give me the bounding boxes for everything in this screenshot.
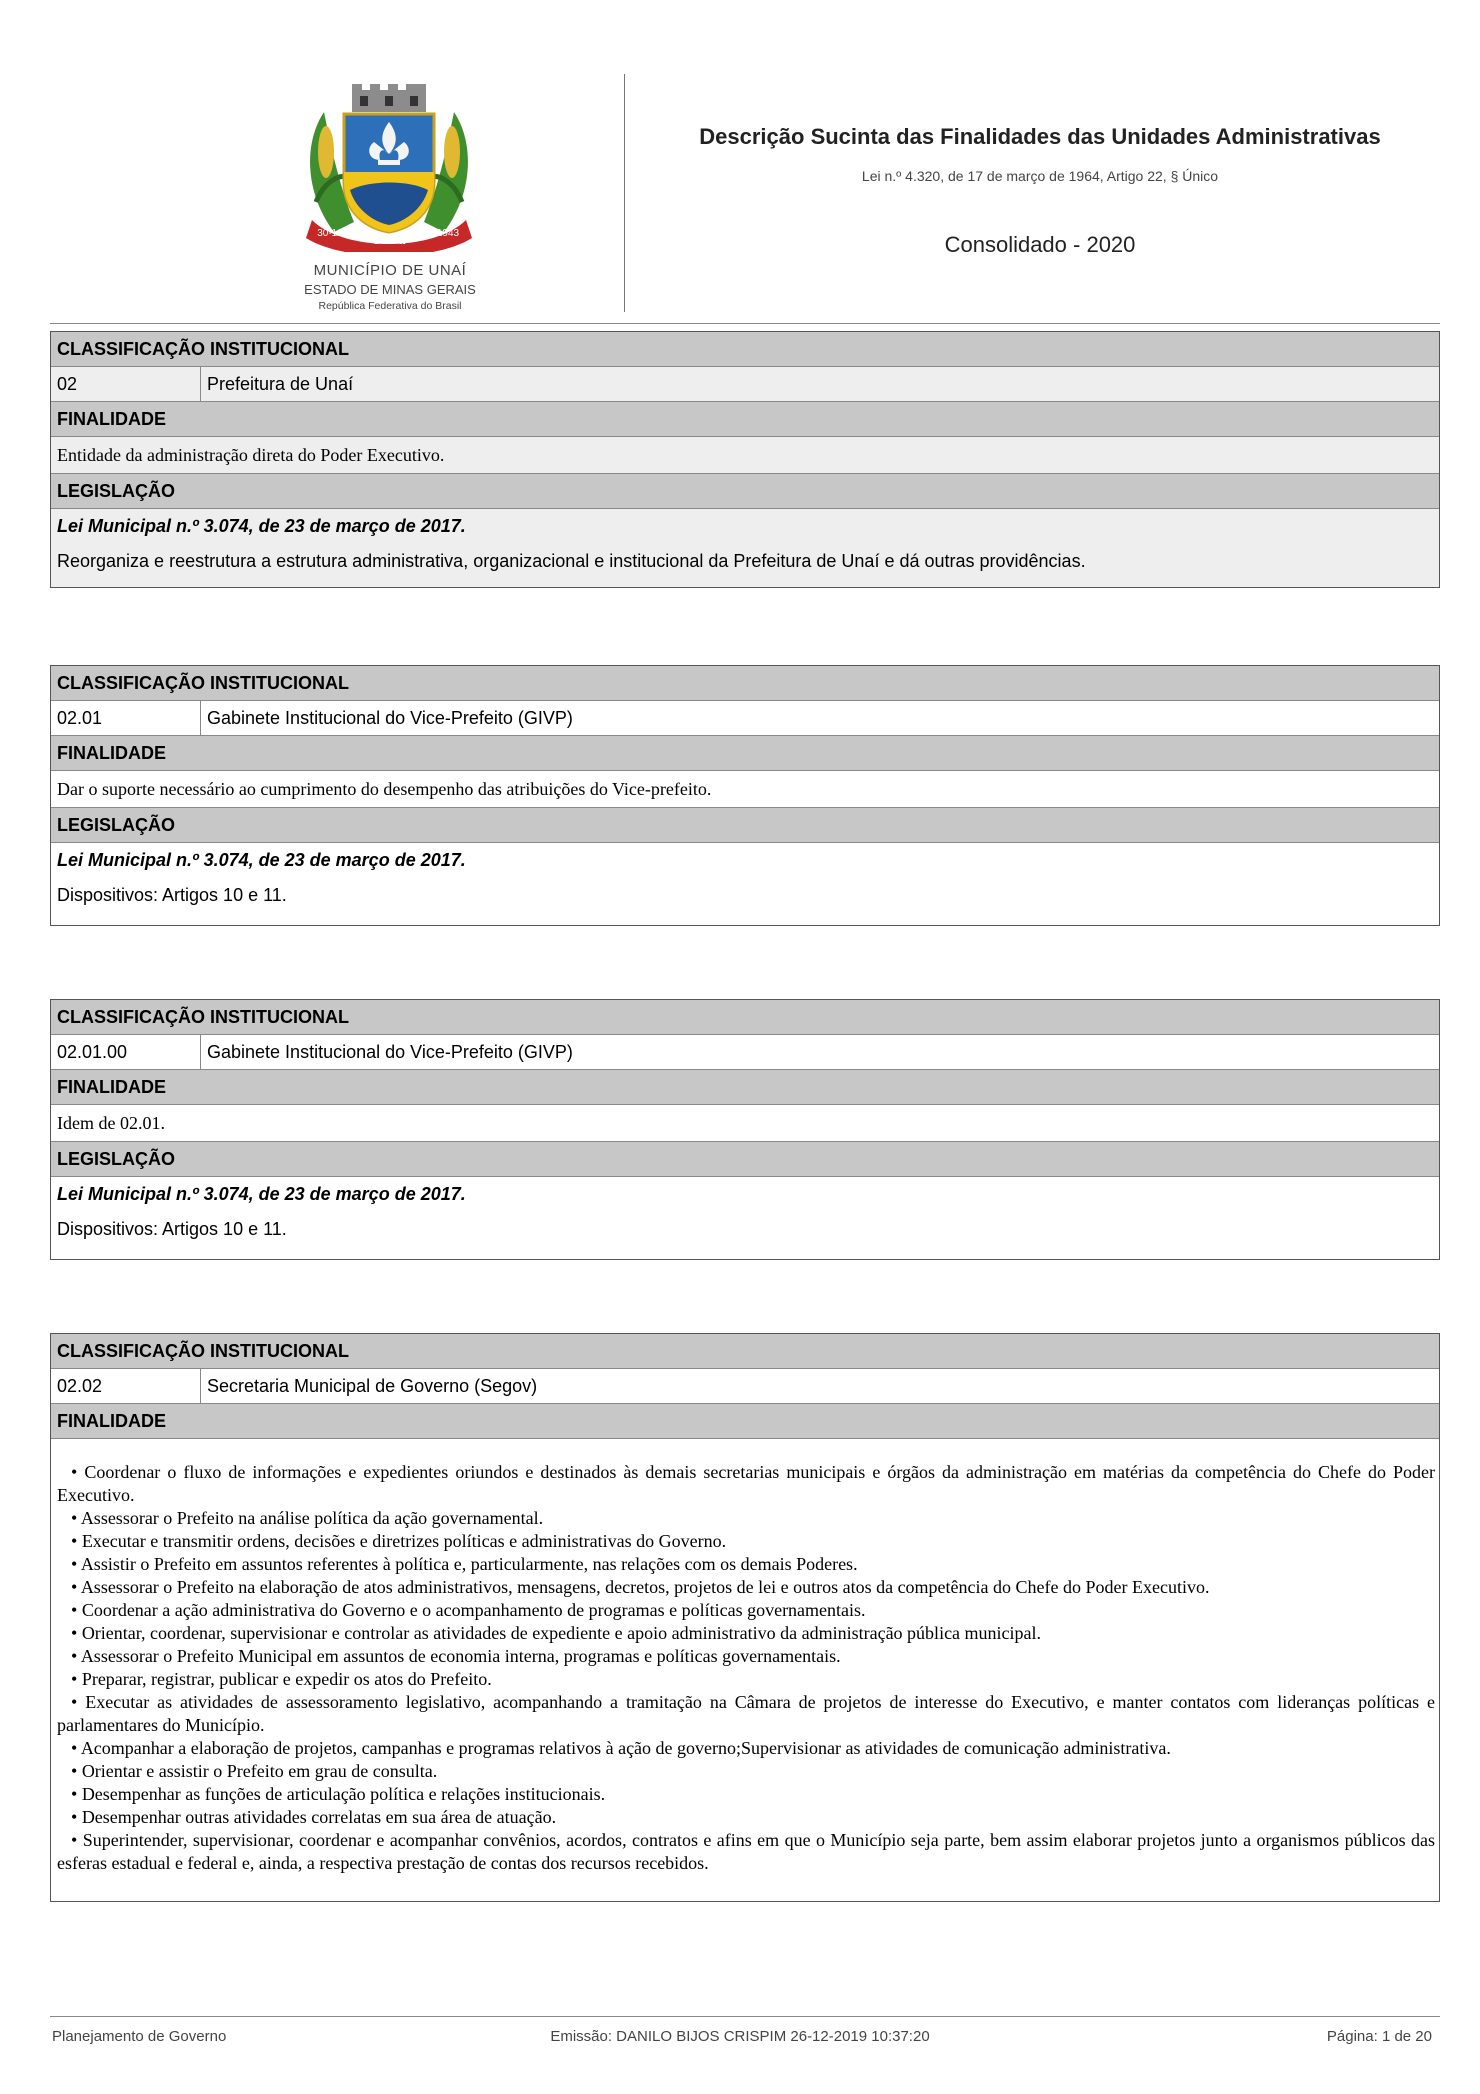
list-item: • Coordenar a ação administrativa do Governo e o acompanhamento de programas e políticas governamentais. — [57, 1599, 1435, 1622]
finalidade-header: FINALIDADE — [51, 736, 1439, 771]
header-rule — [50, 323, 1440, 324]
municipal-logo — [230, 82, 550, 312]
finalidade-header: FINALIDADE — [51, 402, 1439, 437]
list-item: • Assistir o Prefeito em assuntos referentes à política e, particularmente, nas relações com os demais Poderes. — [57, 1553, 1435, 1576]
list-item: • Orientar e assistir o Prefeito em grau de consulta. — [57, 1760, 1435, 1783]
unit-block-02-01 — [50, 665, 1440, 926]
legislacao-body — [51, 1177, 1439, 1259]
unit-code: 02.02 — [51, 1369, 201, 1403]
republica-name: República Federativa do Brasil — [318, 300, 462, 312]
list-item: • Superintender, supervisionar, coordenar e acompanhar convênios, acordos, contratos e afins em que o Município seja parte, bem assim elaborar projetos junto a organismos públicos das esferas estadual e federal e, ainda, a respectiva prestação de contas dos recursos recebidos. — [57, 1829, 1435, 1875]
unit-code: 02.01 — [51, 701, 201, 735]
coat-of-arms-icon — [294, 82, 484, 252]
unit-code-row — [51, 367, 1439, 402]
unit-code-row — [51, 1369, 1439, 1404]
list-item: • Desempenhar outras atividades correlatas em sua área de atuação. — [57, 1806, 1435, 1829]
finalidade-header: FINALIDADE — [51, 1404, 1439, 1439]
finalidade-text: Idem de 02.01. — [51, 1105, 1439, 1142]
unit-name: Prefeitura de Unaí — [207, 374, 354, 394]
seal-date-right: 1943 — [436, 228, 460, 239]
unit-code-row — [51, 1035, 1439, 1070]
list-item: • Orientar, coordenar, supervisionar e controlar as atividades de expediente e apoio administrativo da administração pública municipal. — [57, 1622, 1435, 1645]
unit-block-02 — [50, 331, 1440, 588]
legislacao-descricao: Reorganiza e reestrutura a estrutura administrativa, organizacional e institucional da Prefeitura de Unaí e dá outras providências. — [57, 551, 1086, 571]
list-item: • Desempenhar as funções de articulação política e relações institucionais. — [57, 1783, 1435, 1806]
finalidade-list — [51, 1439, 1439, 1901]
legislacao-lei: Lei Municipal n.º 3.074, de 23 de março de 2017. — [57, 516, 466, 536]
footer-left: Planejamento de Governo — [52, 2028, 227, 2045]
unit-name: Gabinete Institucional do Vice-Prefeito (GIVP) — [207, 708, 573, 728]
list-item: • Assessorar o Prefeito Municipal em assuntos de economia interna, programas e políticas governamentais. — [57, 1645, 1435, 1668]
page-header — [50, 70, 1440, 324]
classificacao-header: CLASSIFICAÇÃO INSTITUCIONAL — [51, 1334, 1439, 1369]
unit-block-02-01-00 — [50, 999, 1440, 1260]
list-item: • Preparar, registrar, publicar e expedir os atos do Prefeito. — [57, 1668, 1435, 1691]
list-item: • Executar e transmitir ordens, decisões e diretrizes políticas e administrativas do Governo. — [57, 1530, 1435, 1553]
document-subtitle: Lei n.º 4.320, de 17 de março de 1964, Artigo 22, § Único — [861, 168, 1219, 184]
unit-code-row — [51, 701, 1439, 736]
unit-block-02-02 — [50, 1333, 1440, 1902]
legislacao-header: LEGISLAÇÃO — [51, 1142, 1439, 1177]
municipio-name: MUNICÍPIO DE UNAÍ — [313, 262, 467, 279]
legislacao-header: LEGISLAÇÃO — [51, 808, 1439, 843]
finalidade-text: Entidade da administração direta do Poder Executivo. — [51, 437, 1439, 474]
classificacao-header: CLASSIFICAÇÃO INSTITUCIONAL — [51, 1000, 1439, 1035]
list-item: • Assessorar o Prefeito na elaboração de atos administrativos, mensagens, decretos, projetos de lei e outros atos da competência do Chefe do Poder Executivo. — [57, 1576, 1435, 1599]
legislacao-lei: Lei Municipal n.º 3.074, de 23 de março de 2017. — [57, 850, 466, 870]
unit-name: Secretaria Municipal de Governo (Segov) — [207, 1376, 538, 1396]
unit-code: 02 — [51, 367, 201, 401]
document-title: Descrição Sucinta das Finalidades das Unidades Administrativas — [699, 124, 1381, 149]
classificacao-header: CLASSIFICAÇÃO INSTITUCIONAL — [51, 666, 1439, 701]
footer-rule — [50, 2016, 1440, 2017]
list-item: • Assessorar o Prefeito na análise política da ação governamental. — [57, 1507, 1435, 1530]
list-item: • Acompanhar a elaboração de projetos, campanhas e programas relativos à ação de governo;Supervisionar as atividades de comunicação administrativa. — [57, 1737, 1435, 1760]
unit-name: Gabinete Institucional do Vice-Prefeito (GIVP) — [207, 1042, 573, 1062]
footer-emissao: Emissão: DANILO BIJOS CRISPIM 26-12-2019 10:37:20 — [550, 2028, 930, 2045]
seal-date-left: 30-12 — [317, 228, 343, 239]
finalidade-header: FINALIDADE — [51, 1070, 1439, 1105]
legislacao-body — [51, 843, 1439, 925]
seal-ribbon-text: UNAÍ — [371, 231, 407, 247]
finalidade-text: Dar o suporte necessário ao cumprimento do desempenho das atribuições do Vice-prefeito. — [51, 771, 1439, 808]
header-divider — [624, 74, 625, 312]
legislacao-descricao: Dispositivos: Artigos 10 e 11. — [57, 885, 287, 905]
legislacao-body — [51, 509, 1439, 587]
document-consolidado: Consolidado - 2020 — [944, 232, 1136, 257]
legislacao-descricao: Dispositivos: Artigos 10 e 11. — [57, 1219, 287, 1239]
estado-name: ESTADO DE MINAS GERAIS — [304, 282, 476, 297]
unit-code: 02.01.00 — [51, 1035, 201, 1069]
legislacao-header: LEGISLAÇÃO — [51, 474, 1439, 509]
list-item: • Coordenar o fluxo de informações e expedientes oriundos e destinados às demais secretarias municipais e órgãos da administração em matérias da competência do Chefe do Poder Executivo. — [57, 1461, 1435, 1507]
classificacao-header: CLASSIFICAÇÃO INSTITUCIONAL — [51, 332, 1439, 367]
legislacao-lei: Lei Municipal n.º 3.074, de 23 de março de 2017. — [57, 1184, 466, 1204]
footer-page-number: Página: 1 de 20 — [1326, 2028, 1432, 2045]
list-item: • Executar as atividades de assessoramento legislativo, acompanhando a tramitação na Câmara de projetos de interesse do Executivo, e manter contatos com lideranças políticas e parlamentares do Município. — [57, 1691, 1435, 1737]
